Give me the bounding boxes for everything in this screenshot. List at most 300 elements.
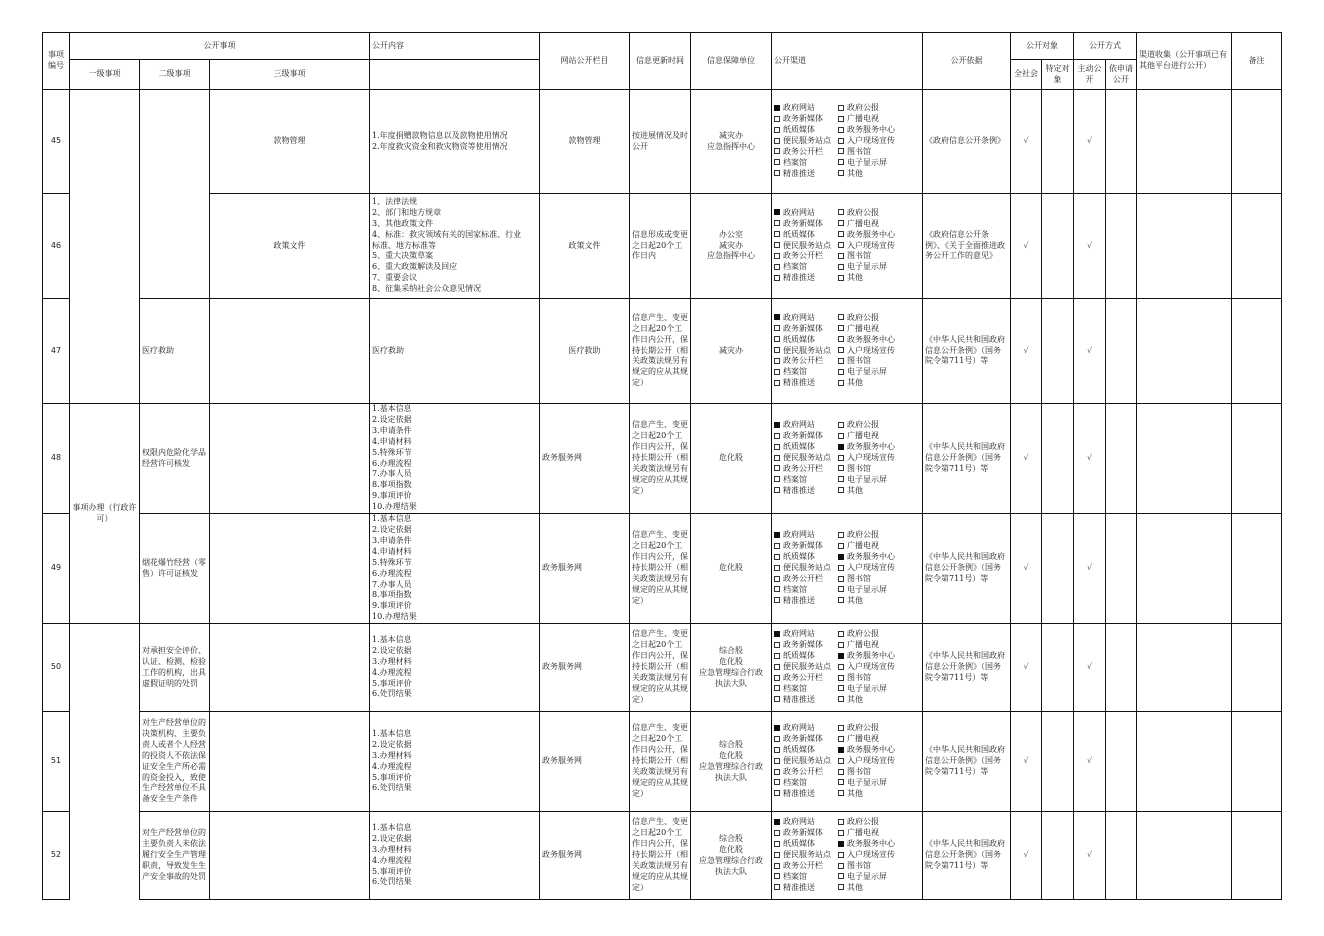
unchecked-box-icon[interactable] <box>774 116 780 122</box>
channel-label: 政府公报 <box>847 420 880 430</box>
channel-label: 政府网站 <box>783 207 816 217</box>
unchecked-box-icon[interactable] <box>838 358 844 364</box>
unchecked-box-icon[interactable] <box>774 586 780 592</box>
channel-label: 电子显示屏 <box>847 871 888 881</box>
unchecked-box-icon[interactable] <box>774 863 780 869</box>
channel-label: 政府公报 <box>847 312 880 322</box>
unchecked-box-icon[interactable] <box>838 138 844 144</box>
unchecked-box-icon[interactable] <box>838 830 844 836</box>
unchecked-box-icon[interactable] <box>838 264 844 270</box>
item-number: 49 <box>43 514 70 624</box>
collection-cell <box>1137 404 1232 514</box>
unchecked-box-icon[interactable] <box>774 444 780 450</box>
collection-cell <box>1137 514 1232 624</box>
unchecked-box-icon[interactable] <box>774 653 780 659</box>
channel-label: 政务新媒体 <box>783 640 824 650</box>
unchecked-box-icon[interactable] <box>774 325 780 331</box>
unchecked-box-icon[interactable] <box>838 725 844 731</box>
table-row <box>43 624 1282 712</box>
unchecked-box-icon[interactable] <box>838 347 844 353</box>
channel-label: 图书馆 <box>847 251 872 261</box>
unchecked-box-icon[interactable] <box>838 779 844 785</box>
unchecked-box-icon[interactable] <box>838 170 844 176</box>
content-line: 3.办理材料 <box>372 750 412 760</box>
unchecked-box-icon[interactable] <box>838 696 844 702</box>
unchecked-box-icon[interactable] <box>838 664 844 670</box>
content-line: 2、部门和地方规章 <box>372 207 442 217</box>
unchecked-box-icon[interactable] <box>838 116 844 122</box>
content-line: 6.办理流程 <box>372 568 412 578</box>
unchecked-box-icon[interactable] <box>774 554 780 560</box>
channel-label: 图书馆 <box>847 463 872 473</box>
content-line: 医疗救助 <box>372 345 405 355</box>
unit-cell <box>691 299 772 404</box>
channel-label: 入户现场宣传 <box>847 453 896 463</box>
basis-cell: 《中华人民共和国政府信息公开条例》（国务院令第711号）等 <box>923 712 1011 812</box>
checked-box-icon[interactable] <box>774 725 780 731</box>
unchecked-box-icon[interactable] <box>838 242 844 248</box>
table-row <box>43 514 1282 624</box>
channel-label: 政务服务中心 <box>847 442 896 452</box>
channel-label: 纸质媒体 <box>783 442 816 452</box>
channel-label: 政务新媒体 <box>783 828 824 838</box>
checked-box-icon[interactable] <box>838 747 844 753</box>
level2-cell: 对生产经营单位的主要负责人未依法履行安全生产管理职责，导致发生生产安全事故的处罚 <box>140 812 210 900</box>
method-active-check: √ <box>1074 624 1106 712</box>
content-line: 9.事项评价 <box>372 491 412 501</box>
unchecked-box-icon[interactable] <box>838 873 844 879</box>
unchecked-box-icon[interactable] <box>774 347 780 353</box>
update-time-cell: 信息产生、变更之日起20个工作日内公开，保持长期公开（相关政策法规另有规定的应从其规定） <box>630 712 691 812</box>
unchecked-box-icon[interactable] <box>774 873 780 879</box>
level3-cell <box>210 514 370 624</box>
unchecked-box-icon[interactable] <box>838 380 844 386</box>
channel-label: 纸质媒体 <box>783 745 816 755</box>
unchecked-box-icon[interactable] <box>774 736 780 742</box>
unchecked-box-icon[interactable] <box>774 830 780 836</box>
method-apply-check <box>1106 712 1137 812</box>
channel-label: 广播电视 <box>847 323 880 333</box>
header-method-apply: 依申请公开 <box>1106 60 1137 90</box>
unchecked-box-icon[interactable] <box>774 358 780 364</box>
unchecked-box-icon[interactable] <box>838 209 844 215</box>
channel-label: 政府公报 <box>847 530 880 540</box>
channel-label: 电子显示屏 <box>847 683 888 693</box>
basis-cell: 《中华人民共和国政府信息公开条例》（国务院令第711号）等 <box>923 624 1011 712</box>
item-number: 47 <box>43 299 70 404</box>
channel-label: 入户现场宣传 <box>847 850 896 860</box>
unchecked-box-icon[interactable] <box>838 863 844 869</box>
channel-label: 档案馆 <box>783 367 808 377</box>
unchecked-box-icon[interactable] <box>774 597 780 603</box>
level1-cell <box>70 90 140 404</box>
channel-row <box>774 262 920 273</box>
unchecked-box-icon[interactable] <box>774 642 780 648</box>
unchecked-box-icon[interactable] <box>774 127 780 133</box>
channel-label: 图书馆 <box>847 861 872 871</box>
channel-label: 其他 <box>847 788 864 798</box>
channel-label: 图书馆 <box>847 356 872 366</box>
channels-cell <box>772 299 923 404</box>
unchecked-box-icon[interactable] <box>838 736 844 742</box>
header-target: 公开对象 <box>1011 33 1074 60</box>
method-active-check: √ <box>1074 90 1106 194</box>
content-line: 5、重大决策草案 <box>372 251 434 261</box>
channel-row <box>774 629 920 640</box>
unchecked-box-icon[interactable] <box>774 220 780 226</box>
channel-label: 便民服务站点 <box>783 563 832 573</box>
channel-label: 图书馆 <box>847 767 872 777</box>
header-public-items: 公开事项 <box>70 33 370 60</box>
table-row <box>43 812 1282 900</box>
channel-label: 政务公开栏 <box>783 767 824 777</box>
unchecked-box-icon[interactable] <box>838 565 844 571</box>
channel-label: 档案馆 <box>783 157 808 167</box>
channel-label: 政府网站 <box>783 530 816 540</box>
channel-row <box>774 883 920 894</box>
content-line: 6、重大政策解读及回应 <box>372 262 458 272</box>
target-all-check: √ <box>1011 404 1042 514</box>
unchecked-box-icon[interactable] <box>774 159 780 165</box>
unchecked-box-icon[interactable] <box>838 148 844 154</box>
unchecked-box-icon[interactable] <box>838 220 844 226</box>
content-cell <box>370 404 540 514</box>
channel-label: 其他 <box>847 485 864 495</box>
channel-row <box>774 346 920 357</box>
unchecked-box-icon[interactable] <box>774 433 780 439</box>
target-specific-check <box>1042 90 1074 194</box>
unchecked-box-icon[interactable] <box>838 369 844 375</box>
unchecked-box-icon[interactable] <box>774 369 780 375</box>
update-time-cell: 信息产生、变更之日起20个工作日内公开，保持长期公开（相关政策法规另有规定的应从其规定） <box>630 514 691 624</box>
channel-row <box>774 378 920 389</box>
unit-cell <box>691 812 772 900</box>
content-line: 4.申请材料 <box>372 436 412 446</box>
unchecked-box-icon[interactable] <box>774 852 780 858</box>
unchecked-box-icon[interactable] <box>838 597 844 603</box>
disclosure-table <box>42 32 1282 900</box>
unchecked-box-icon[interactable] <box>838 253 844 259</box>
channel-row <box>774 136 920 147</box>
method-active-check: √ <box>1074 404 1106 514</box>
unchecked-box-icon[interactable] <box>774 841 780 847</box>
checked-box-icon[interactable] <box>774 631 780 637</box>
unchecked-box-icon[interactable] <box>774 380 780 386</box>
level3-cell <box>210 712 370 812</box>
channel-row <box>774 431 920 442</box>
basis-cell: 《中华人民共和国政府信息公开条例》（国务院令第711号）等 <box>923 514 1011 624</box>
unchecked-box-icon[interactable] <box>838 325 844 331</box>
checked-box-icon[interactable] <box>838 841 844 847</box>
unchecked-box-icon[interactable] <box>774 664 780 670</box>
content-line: 3、其他政策文件 <box>372 218 434 228</box>
unit-line: 减灾办 <box>719 345 744 355</box>
channel-label: 政务公开栏 <box>783 251 824 261</box>
content-line: 7.办事人员 <box>372 579 412 589</box>
header-method-active: 主动公开 <box>1074 60 1106 90</box>
checked-box-icon[interactable] <box>838 444 844 450</box>
content-line: 2.设定依据 <box>372 524 412 534</box>
content-line: 3.申请条件 <box>372 535 412 545</box>
unchecked-box-icon[interactable] <box>774 543 780 549</box>
channel-label: 电子显示屏 <box>847 584 888 594</box>
item-number: 48 <box>43 404 70 514</box>
basis-cell: 《中华人民共和国政府信息公开条例》（国务院令第711号）等 <box>923 812 1011 900</box>
target-all-check: √ <box>1011 812 1042 900</box>
channel-label: 广播电视 <box>847 734 880 744</box>
unchecked-box-icon[interactable] <box>838 543 844 549</box>
channel-label: 档案馆 <box>783 871 808 881</box>
remark-cell <box>1232 90 1282 194</box>
unchecked-box-icon[interactable] <box>774 769 780 775</box>
channel-label: 政务新媒体 <box>783 541 824 551</box>
unchecked-box-icon[interactable] <box>838 314 844 320</box>
unchecked-box-icon[interactable] <box>838 685 844 691</box>
channel-row <box>774 486 920 497</box>
channel-label: 精准推送 <box>783 882 816 892</box>
collection-cell <box>1137 712 1232 812</box>
channel-label: 广播电视 <box>847 431 880 441</box>
unchecked-box-icon[interactable] <box>838 852 844 858</box>
unchecked-box-icon[interactable] <box>838 231 844 237</box>
checked-box-icon[interactable] <box>774 314 780 320</box>
web-column-cell: 政务服务网 <box>540 404 630 514</box>
web-column-cell: 款物管理 <box>540 90 630 194</box>
channel-label: 便民服务站点 <box>783 850 832 860</box>
channel-label: 政务公开栏 <box>783 356 824 366</box>
channel-label: 精准推送 <box>783 378 816 388</box>
unchecked-box-icon[interactable] <box>838 790 844 796</box>
unchecked-box-icon[interactable] <box>774 148 780 154</box>
channel-label: 政府网站 <box>783 629 816 639</box>
channel-row <box>774 563 920 574</box>
unchecked-box-icon[interactable] <box>774 790 780 796</box>
web-column-cell: 政务服务网 <box>540 812 630 900</box>
channel-row <box>774 530 920 541</box>
target-all-check: √ <box>1011 299 1042 404</box>
unchecked-box-icon[interactable] <box>774 747 780 753</box>
level3-cell: 政策文件 <box>210 194 370 299</box>
content-line: 1.基本信息 <box>372 634 412 644</box>
channel-row <box>774 475 920 486</box>
content-line: 10.办理结果 <box>372 502 417 512</box>
unchecked-box-icon[interactable] <box>774 476 780 482</box>
channel-row <box>774 789 920 800</box>
channel-label: 入户现场宣传 <box>847 563 896 573</box>
channels-cell <box>772 514 923 624</box>
unchecked-box-icon[interactable] <box>838 275 844 281</box>
unchecked-box-icon[interactable] <box>838 576 844 582</box>
update-time-cell: 信息产生、变更之日起20个工作日内公开，保持长期公开（相关政策法规另有规定的应从其规定） <box>630 812 691 900</box>
channel-label: 图书馆 <box>847 673 872 683</box>
content-line: 1.年度捐赠款物信息以及款物使用情况 <box>372 130 508 140</box>
header-target-all: 全社会 <box>1011 60 1042 90</box>
content-line: 4、标准：救灾领域有关的国家标准、行业 <box>372 229 522 239</box>
channel-label: 档案馆 <box>783 474 808 484</box>
channel-row <box>774 662 920 673</box>
channel-row <box>774 356 920 367</box>
channel-label: 图书馆 <box>847 574 872 584</box>
channel-label: 政务服务中心 <box>847 651 896 661</box>
unchecked-box-icon[interactable] <box>838 758 844 764</box>
basis-cell: 《中华人民共和国政府信息公开条例》（国务院令第711号）等 <box>923 299 1011 404</box>
unchecked-box-icon[interactable] <box>774 758 780 764</box>
channel-label: 政府网站 <box>783 723 816 733</box>
unit-line: 减灾办 <box>719 130 744 140</box>
channel-label: 精准推送 <box>783 595 816 605</box>
channel-row <box>774 574 920 585</box>
content-cell <box>370 194 540 299</box>
checked-box-icon[interactable] <box>774 209 780 215</box>
method-apply-check <box>1106 299 1137 404</box>
unchecked-box-icon[interactable] <box>838 487 844 493</box>
unchecked-box-icon[interactable] <box>774 253 780 259</box>
unchecked-box-icon[interactable] <box>774 138 780 144</box>
unchecked-box-icon[interactable] <box>774 264 780 270</box>
channel-label: 电子显示屏 <box>847 262 888 272</box>
channel-row <box>774 273 920 284</box>
channel-row <box>774 839 920 850</box>
channel-label: 政务公开栏 <box>783 146 824 156</box>
header-update-time: 信息更新时间 <box>630 33 691 90</box>
unchecked-box-icon[interactable] <box>838 769 844 775</box>
content-line: 8.事项指数 <box>372 590 412 600</box>
checked-box-icon[interactable] <box>774 819 780 825</box>
collection-cell <box>1137 299 1232 404</box>
header-level2: 二级事项 <box>140 60 210 90</box>
unchecked-box-icon[interactable] <box>774 779 780 785</box>
header-method: 公开方式 <box>1074 33 1137 60</box>
channel-label: 纸质媒体 <box>783 125 816 135</box>
unchecked-box-icon[interactable] <box>774 576 780 582</box>
channel-label: 政府公报 <box>847 207 880 217</box>
channel-label: 政务新媒体 <box>783 323 824 333</box>
unchecked-box-icon[interactable] <box>838 127 844 133</box>
unchecked-box-icon[interactable] <box>838 336 844 342</box>
level2-cell: 烟花爆竹经营（零售）许可证核发 <box>140 514 210 624</box>
checked-box-icon[interactable] <box>774 422 780 428</box>
channel-row <box>774 169 920 180</box>
unchecked-box-icon[interactable] <box>774 275 780 281</box>
unchecked-box-icon[interactable] <box>838 159 844 165</box>
unchecked-box-icon[interactable] <box>838 631 844 637</box>
content-cell <box>370 812 540 900</box>
channel-label: 入户现场宣传 <box>847 345 896 355</box>
unchecked-box-icon[interactable] <box>774 336 780 342</box>
checked-box-icon[interactable] <box>838 653 844 659</box>
channel-label: 电子显示屏 <box>847 474 888 484</box>
unchecked-box-icon[interactable] <box>774 242 780 248</box>
channel-row <box>774 872 920 883</box>
unit-cell <box>691 712 772 812</box>
channel-label: 入户现场宣传 <box>847 662 896 672</box>
unchecked-box-icon[interactable] <box>838 422 844 428</box>
channels-cell <box>772 194 923 299</box>
unchecked-box-icon[interactable] <box>838 465 844 471</box>
unchecked-box-icon[interactable] <box>838 532 844 538</box>
unchecked-box-icon[interactable] <box>838 455 844 461</box>
content-line: 8.事项指数 <box>372 480 412 490</box>
channel-label: 政府公报 <box>847 723 880 733</box>
unchecked-box-icon[interactable] <box>774 465 780 471</box>
content-line: 1.基本信息 <box>372 822 412 832</box>
unchecked-box-icon[interactable] <box>838 819 844 825</box>
unchecked-box-icon[interactable] <box>774 696 780 702</box>
checked-box-icon[interactable] <box>774 105 780 111</box>
channel-label: 精准推送 <box>783 168 816 178</box>
unchecked-box-icon[interactable] <box>774 231 780 237</box>
unchecked-box-icon[interactable] <box>774 685 780 691</box>
channel-label: 纸质媒体 <box>783 334 816 344</box>
channel-row <box>774 541 920 552</box>
unchecked-box-icon[interactable] <box>838 105 844 111</box>
unit-line: 减灾办 <box>719 240 744 250</box>
unchecked-box-icon[interactable] <box>774 675 780 681</box>
header-target-specific: 特定对象 <box>1042 60 1074 90</box>
method-apply-check <box>1106 404 1137 514</box>
unchecked-box-icon[interactable] <box>774 884 780 890</box>
remark-cell <box>1232 299 1282 404</box>
checked-box-icon[interactable] <box>838 554 844 560</box>
checked-box-icon[interactable] <box>774 532 780 538</box>
channel-label: 便民服务站点 <box>783 240 832 250</box>
content-line: 1、法律法规 <box>372 196 418 206</box>
unit-line: 综合股 <box>719 739 744 749</box>
content-line: 9.事项评价 <box>372 601 412 611</box>
channel-label: 入户现场宣传 <box>847 756 896 766</box>
channel-row <box>774 147 920 158</box>
update-time-cell: 信息产生、变更之日起20个工作日内公开，保持长期公开（相关政策法规另有规定的应从其规定） <box>630 624 691 712</box>
channel-label: 广播电视 <box>847 114 880 124</box>
header-level3: 三级事项 <box>210 60 370 90</box>
channel-label: 政务服务中心 <box>847 229 896 239</box>
content-line: 4.申请材料 <box>372 546 412 556</box>
header-content-blank <box>370 60 540 90</box>
unit-cell <box>691 514 772 624</box>
channel-label: 精准推送 <box>783 788 816 798</box>
unchecked-box-icon[interactable] <box>838 642 844 648</box>
unit-line: 应急指挥中心 <box>707 251 756 261</box>
channel-row <box>774 640 920 651</box>
unchecked-box-icon[interactable] <box>838 433 844 439</box>
target-specific-check <box>1042 712 1074 812</box>
content-line: 1.基本信息 <box>372 728 412 738</box>
unchecked-box-icon[interactable] <box>838 476 844 482</box>
channels-cell <box>772 404 923 514</box>
channel-label: 政府公报 <box>847 629 880 639</box>
unchecked-box-icon[interactable] <box>774 455 780 461</box>
collection-cell <box>1137 812 1232 900</box>
unchecked-box-icon[interactable] <box>774 487 780 493</box>
unchecked-box-icon[interactable] <box>838 884 844 890</box>
content-cell <box>370 299 540 404</box>
unchecked-box-icon[interactable] <box>838 586 844 592</box>
collection-cell <box>1137 194 1232 299</box>
unchecked-box-icon[interactable] <box>838 675 844 681</box>
unit-line: 办公室 <box>719 229 744 239</box>
channel-row <box>774 114 920 125</box>
channel-row <box>774 442 920 453</box>
channel-row <box>774 219 920 230</box>
content-cell <box>370 712 540 812</box>
header-basis: 公开依据 <box>923 33 1011 90</box>
unchecked-box-icon[interactable] <box>774 565 780 571</box>
update-time-cell: 信息产生、变更之日起20个工作日内公开，保持长期公开（相关政策法规另有规定的应从其规定） <box>630 404 691 514</box>
content-line: 10.办理结果 <box>372 612 417 622</box>
content-line: 7.办事人员 <box>372 469 412 479</box>
method-apply-check <box>1106 624 1137 712</box>
unchecked-box-icon[interactable] <box>774 170 780 176</box>
